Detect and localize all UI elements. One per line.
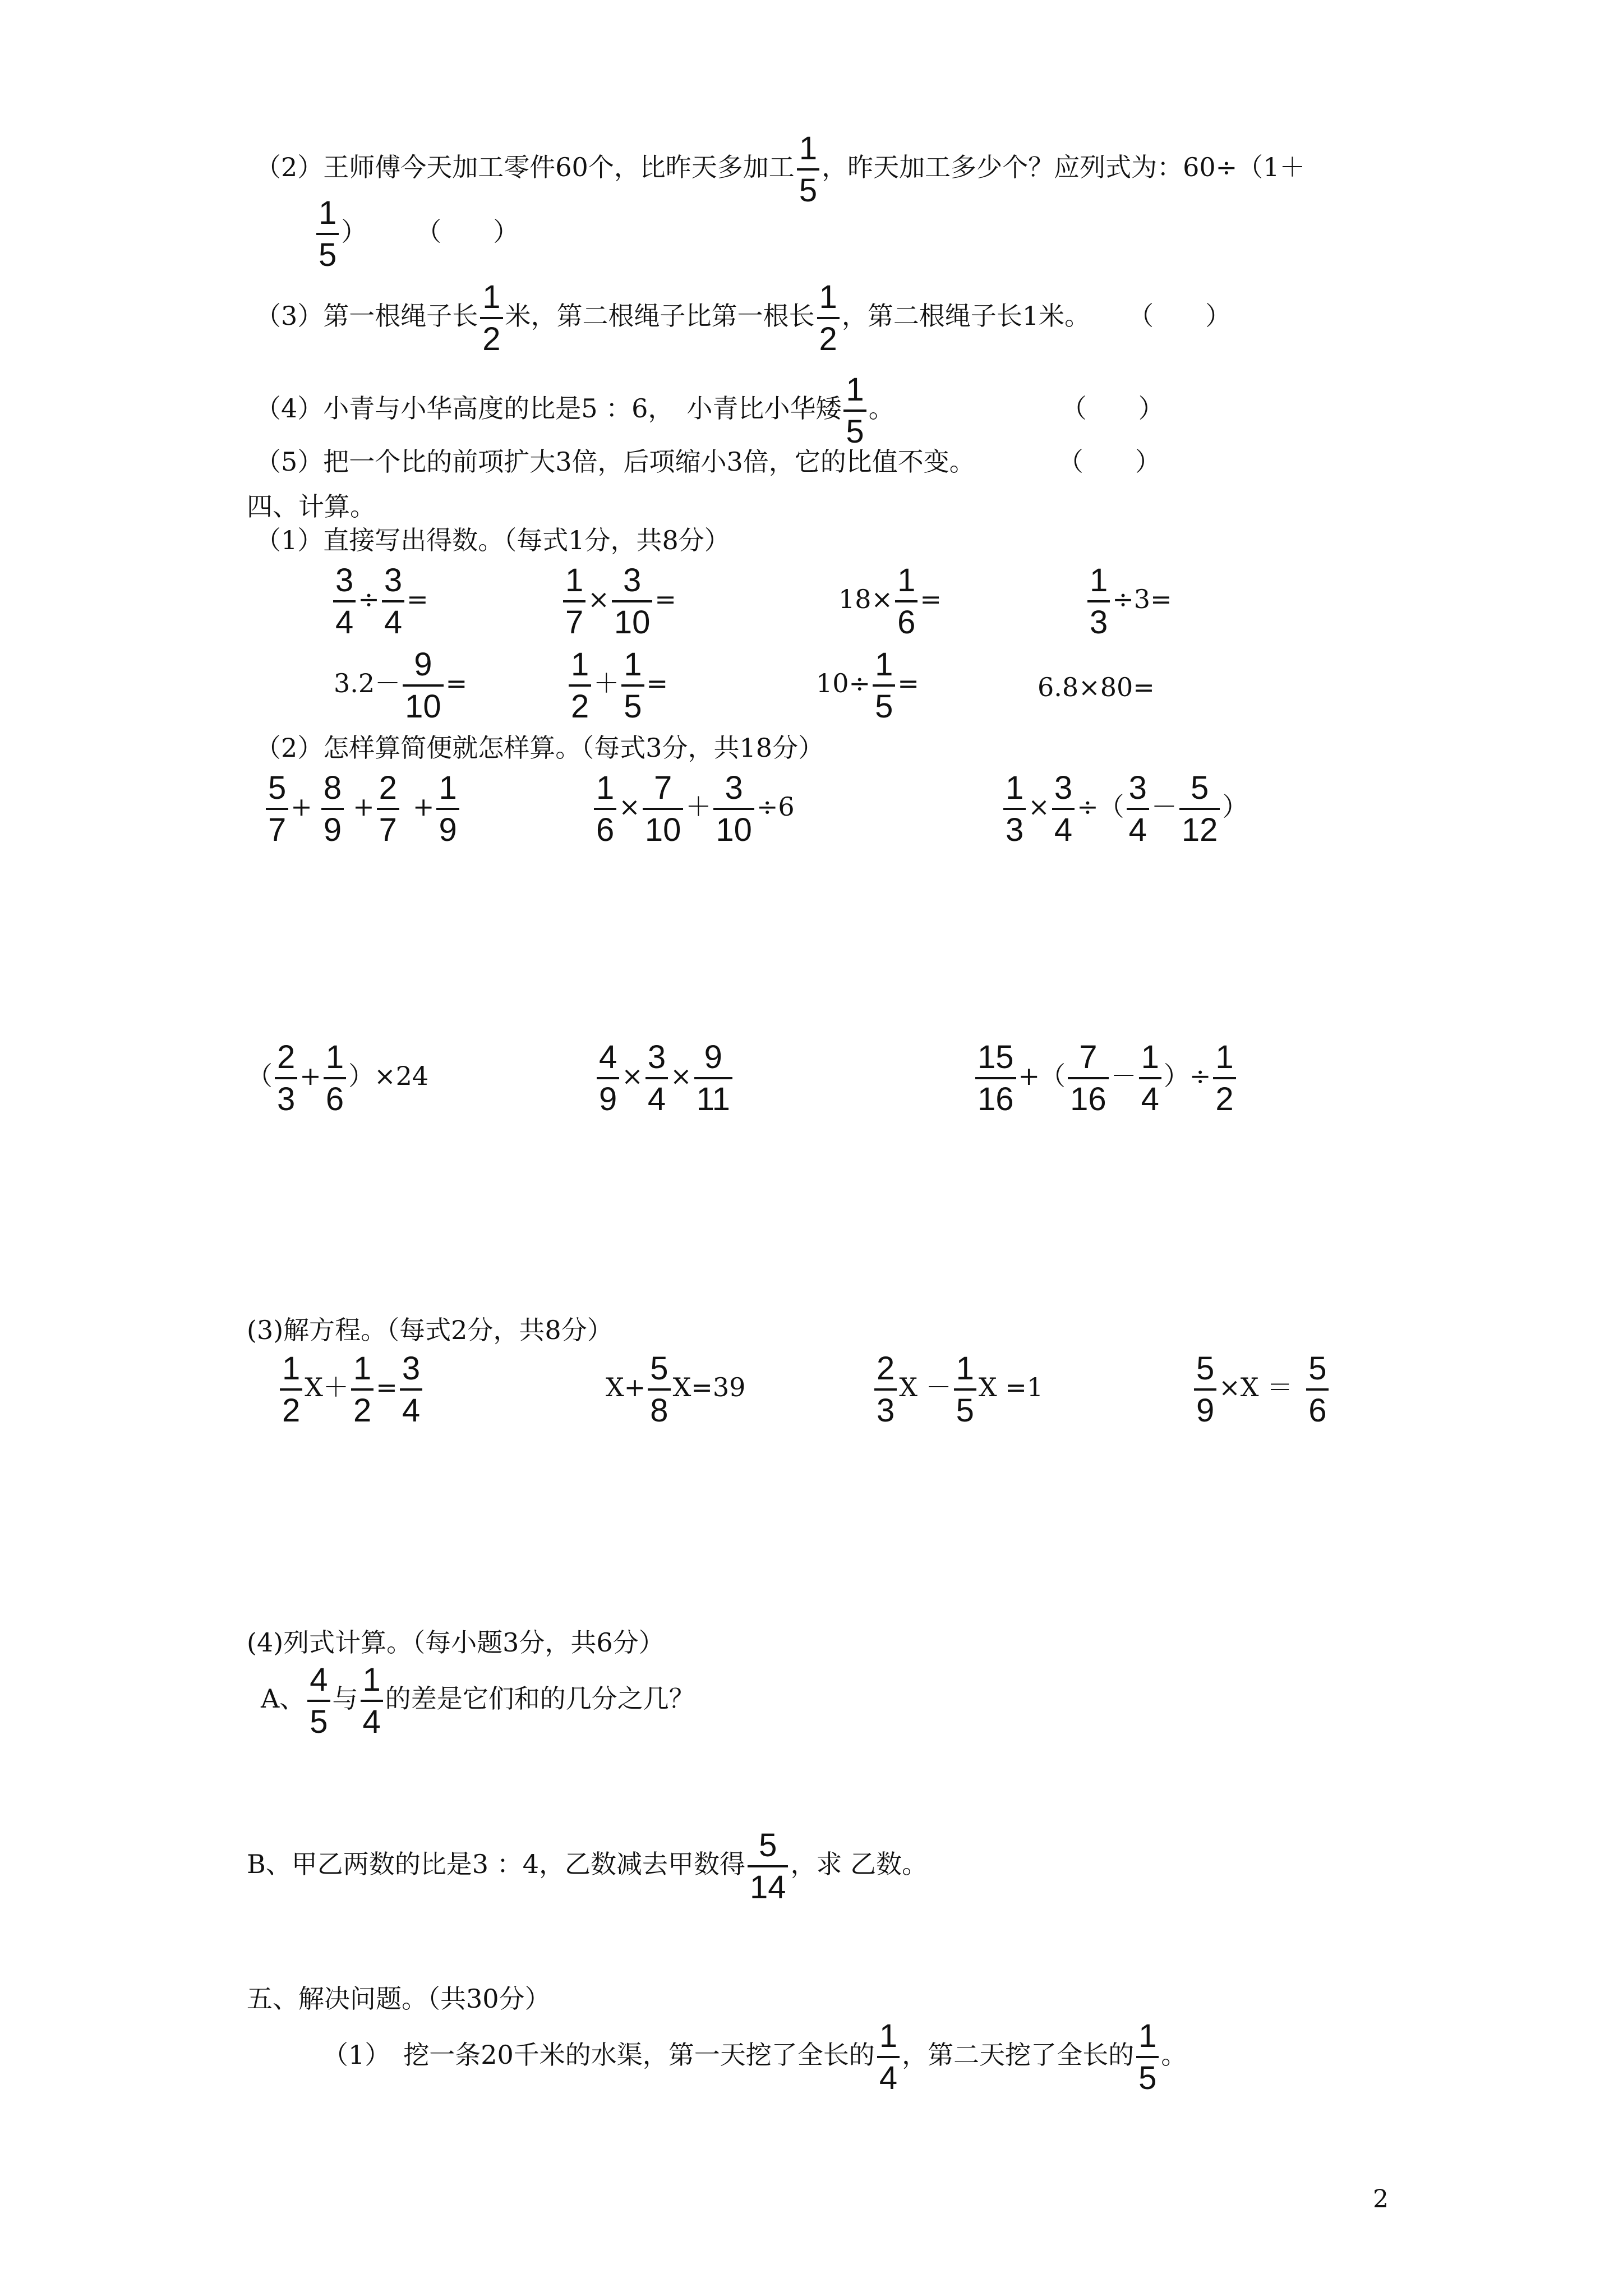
simplify-calc-6: $\frac{15}{16}$ +（ $\frac{7}{16}$ － $\frac{1}{4}$ ）÷ $\frac{1}{2}$ bbox=[973, 1041, 1238, 1116]
fraction: $\frac{1}{5}$ bbox=[797, 132, 819, 207]
judge-q4: （4）小青与小华高度的比是5 ：6， 小青比小华矮 $\frac{1}{5}$ 。 （ ） bbox=[255, 371, 1164, 450]
judge-q3: （3）第一根绳子长 $\frac{1}{2}$ 米，第二根绳子比第一根长 $\frac{1}{2}$ ，第二根绳子长1米。 （ ） bbox=[255, 279, 1232, 358]
answer-paren[interactable]: （ ） bbox=[1141, 301, 1232, 332]
oral-calc-5: 3.2－ $\frac{9}{10}$ = bbox=[334, 646, 468, 725]
fraction: $\frac{1}{5}$ bbox=[316, 196, 339, 272]
answer-paren[interactable]: （ ） bbox=[428, 217, 519, 247]
oral-calc-4: $\frac{1}{3}$ ÷3= bbox=[1085, 564, 1172, 639]
oral-calc-3: 18× $\frac{1}{6}$ = bbox=[838, 562, 942, 641]
oral-calc-6: $\frac{1}{2}$ ＋ $\frac{1}{5}$ = bbox=[566, 648, 668, 723]
equation-1: $\frac{1}{2}$ X＋ $\frac{1}{2}$ = $\frac{3}{4}$ bbox=[278, 1352, 425, 1427]
subsection-4-title: (4)列式计算。（每小题3分，共6分） bbox=[247, 1627, 665, 1658]
simplify-calc-4: （ $\frac{2}{3}$ + $\frac{1}{6}$ ）×24 bbox=[247, 1039, 429, 1118]
simplify-calc-3: $\frac{1}{3}$ × $\frac{3}{4}$ ÷（ $\frac{3}{4}$ － $\frac{5}{12}$ ） bbox=[1001, 771, 1248, 846]
fraction: $\frac{1}{5}$ bbox=[843, 373, 866, 448]
judge-q2-line2: $\frac{1}{5}$ ） （ ） bbox=[314, 196, 519, 272]
section-4-title: 四、计算。 bbox=[247, 491, 376, 522]
equation-3: $\frac{2}{3}$ X － $\frac{1}{5}$ X =1 bbox=[872, 1352, 1043, 1427]
problem-1: （1） 挖一条20千米的水渠，第一天挖了全长的 $\frac{1}{4}$ ，第二天挖了全长的 $\frac{1}{5}$ 。 bbox=[322, 2018, 1187, 2097]
word-calc-b: B、甲乙两数的比是3 ：4，乙数减去甲数得 $\frac{5}{14}$ ，求 乙数。 bbox=[247, 1827, 928, 1906]
fraction: $\frac{1}{2}$ bbox=[480, 280, 502, 356]
judge-q2-line1: （2）王师傅今天加工零件60个，比昨天多加工 $\frac{1}{5}$ ，昨天加工多少个？应列式为：60÷（1＋ bbox=[255, 130, 1306, 209]
answer-paren[interactable]: （ ） bbox=[1073, 393, 1164, 424]
subsection-2-title: （2）怎样算简便就怎样算。（每式3分，共18分） bbox=[255, 733, 824, 763]
answer-paren[interactable]: （ ） bbox=[1070, 447, 1161, 477]
simplify-calc-5: $\frac{4}{9}$ × $\frac{3}{4}$ × $\frac{9}{11}$ bbox=[594, 1041, 735, 1116]
judge-q5: （5）把一个比的前项扩大3倍，后项缩小3倍，它的比值不变。 （ ） bbox=[255, 447, 1161, 477]
simplify-calc-2: $\frac{1}{6}$ × $\frac{7}{10}$ ＋ $\frac{3}{10}$ ÷6 bbox=[592, 771, 795, 846]
simplify-calc-1: $\frac{5}{7}$ + $\frac{8}{9}$ + $\frac{2}{7}$ + $\frac{1}{9}$ bbox=[264, 771, 462, 846]
fraction: $\frac{1}{2}$ bbox=[817, 280, 840, 356]
oral-calc-1: $\frac{3}{4}$ ÷ $\frac{3}{4}$ = bbox=[331, 564, 428, 639]
equation-2: X+ $\frac{5}{8}$ X=39 bbox=[606, 1350, 746, 1429]
oral-calc-8: 6.8×80= bbox=[1038, 672, 1155, 702]
oral-calc-2: $\frac{1}{7}$ × $\frac{3}{10}$ = bbox=[561, 564, 676, 639]
subsection-1-title: （1）直接写出得数。（每式1分，共8分） bbox=[255, 525, 730, 555]
subsection-3-title: (3)解方程。（每式2分，共8分） bbox=[247, 1315, 613, 1345]
word-calc-a: A、 $\frac{4}{5}$ 与 $\frac{1}{4}$ 的差是它们和的几分之几？ bbox=[261, 1662, 695, 1741]
oral-calc-7: 10÷ $\frac{1}{5}$ = bbox=[816, 646, 919, 725]
page-number: 2 bbox=[1373, 2185, 1389, 2214]
equation-4: $\frac{5}{9}$ ×X ＝ $\frac{5}{6}$ bbox=[1192, 1352, 1331, 1427]
section-5-title: 五、解决问题。（共30分） bbox=[247, 1984, 551, 2014]
